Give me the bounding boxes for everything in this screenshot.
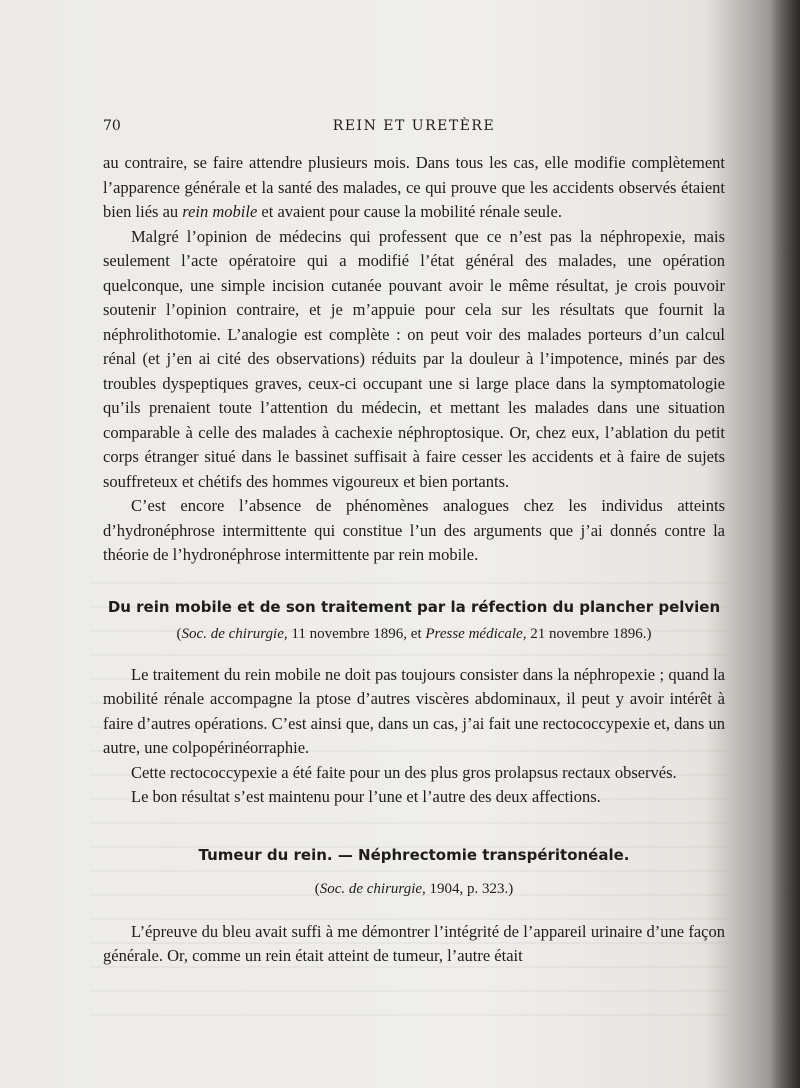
section-title: Du rein mobile et de son traitement par la réfection du plancher pelvien (107, 597, 721, 616)
paragraph: L’épreuve du bleu avait suffi à me démontrer l’intégrité de l’appareil urinaire d’une façon générale. Or, comme un rein était atteint de tumeur, l’autre était (103, 921, 725, 965)
reference-journal: Presse médicale (425, 625, 523, 642)
running-title: REIN ET URETÈRE (332, 118, 496, 134)
page-number: 70 (103, 118, 121, 134)
reference-part: ( (176, 625, 182, 642)
paragraph: Malgré l’opinion de médecins qui professent que ce n’est pas la néphropexie, mais seulement l’acte opératoire qui a modifié l’état général des malades, une opération quelconque, une simple incision cutanée pouvant avoir le même résultat, je crois pouvoir soutenir l’opinion contraire, et je m’appuie pour cela sur les résultats que fournit la néphrolithotomie. L’analogie est complète : on peut voir des malades porteurs d’un calcul rénal (et j’en ai cité des observations) réduits par la douleur à l’impotence, minés par des troubles dyspeptiques graves, ceux-ci occupant une si large place dans la symptomatologie qu’ils prenaient toute l’attention du médecin, et mettant les malades dans une situation comparable à celle des malades à cachexie néphroptosique. Or, chez eux, l’ablation du petit corps étranger situé dans le bassinet suffisait à faire cesser les accidents et à faire de sujets souffreteux et chétifs des hommes vigoureux et bien portants. (103, 226, 725, 491)
bibliographic-reference (103, 878, 725, 900)
italic-term: rein mobile (182, 202, 258, 221)
page-gutter-shadow (772, 0, 800, 1088)
section-title: Tumeur du rein. — Néphrectomie transpéritonéale. (198, 845, 630, 864)
paragraph: Cette rectococcypexie a été faite pour un des plus gros prolapsus rectaux observés. (131, 762, 677, 782)
bibliographic-reference (103, 623, 725, 645)
reference-part: , 21 novembre 1896.) (522, 625, 652, 642)
paragraph-text: au contraire, se faire attendre plusieurs mois. Dans tous les cas, elle modifie complètement l’apparence générale et la santé des malades, ce qui prouve que les accidents observés étaient bien liés au (103, 153, 725, 221)
reference-journal: Soc. de chirurgie (319, 880, 423, 897)
page-body (103, 151, 725, 969)
page-header (103, 118, 725, 140)
reference-part: ( (314, 880, 320, 897)
reference-part: , 11 novembre 1896, et (283, 625, 426, 642)
paragraph (103, 151, 725, 225)
reference-part: , 1904, p. 323.) (422, 880, 514, 897)
paragraph: C’est encore l’absence de phénomènes analogues chez les individus atteints d’hydronéphrose intermittente qui constitue l’un des arguments que j’ai donnés contre la théorie de l’hydronéphrose intermittente par rein mobile. (103, 496, 725, 564)
reference-journal: Soc. de chirurgie (181, 625, 284, 642)
paragraph-text: et avaient pour cause la mobilité rénale seule. (257, 202, 562, 221)
paragraph: Le bon résultat s’est maintenu pour l’une et l’autre des deux affections. (131, 787, 601, 806)
paragraph: Le traitement du rein mobile ne doit pas toujours consister dans la néphropexie ; quand la mobilité rénale accompagne la ptose d’autres viscères abdominaux, il peut y avoir intérêt à faire d’autres opérations. C’est ainsi que, dans un cas, j’ai fait une rectococcypexie et, dans un autre, une colpopérinéorraphie. (103, 664, 725, 757)
